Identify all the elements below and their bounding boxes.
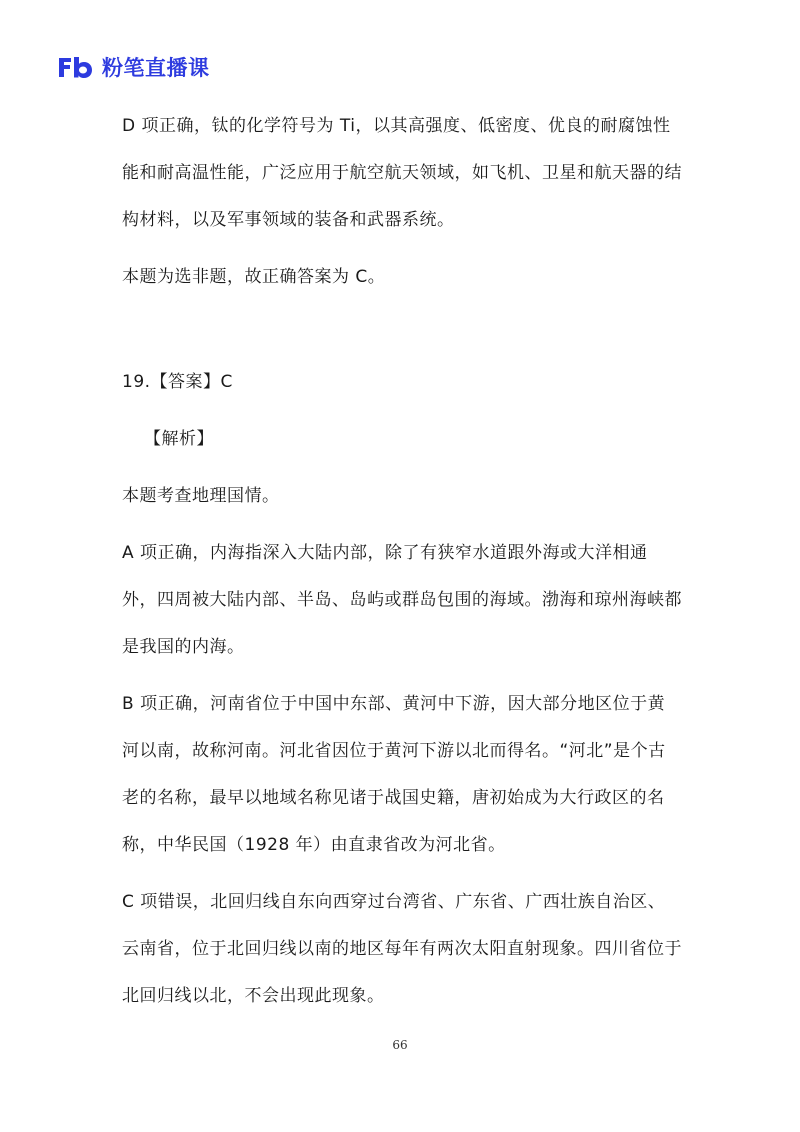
paragraph-topic: 本题考查地理国情。 xyxy=(122,486,280,506)
question-answer-heading: 19.【答案】C xyxy=(122,372,233,392)
header xyxy=(56,50,210,84)
page-number: 66 xyxy=(392,1038,408,1052)
fenbi-logo-icon xyxy=(56,54,96,80)
paragraph-option-a: A 项正确，内海指深入大陆内部，除了有狭窄水道跟外海或大洋相通外，四周被大陆内部、半岛、岛屿或群岛包围的海域。渤海和琼州海峡都是我国的内海。 xyxy=(122,543,682,657)
analysis-heading: 【解析】 xyxy=(144,429,214,449)
paragraph-option-b: B 项正确，河南省位于中国中东部、黄河中下游，因大部分地区位于黄河以南，故称河南。河北省因位于黄河下游以北而得名。“河北”是个古老的名称，最早以地域名称见诸于战国史籍，唐初始成为大行政区的名称，中华民国（1928 年）由直隶省改为河北省。 xyxy=(122,694,666,855)
brand-name: 粉笔直播课 xyxy=(102,56,210,80)
paragraph-conclusion: 本题为选非题，故正确答案为 C。 xyxy=(122,267,386,287)
paragraph-option-d: D 项正确，钛的化学符号为 Ti，以其高强度、低密度、优良的耐腐蚀性能和耐高温性能，广泛应用于航空航天领域，如飞机、卫星和航天器的结构材料，以及军事领域的装备和武器系统。 xyxy=(122,116,682,230)
document-body xyxy=(122,103,682,1020)
paragraph-option-c: C 项错误，北回归线自东向西穿过台湾省、广东省、广西壮族自治区、云南省，位于北回归线以南的地区每年有两次太阳直射现象。四川省位于北回归线以北，不会出现此现象。 xyxy=(122,892,682,1006)
